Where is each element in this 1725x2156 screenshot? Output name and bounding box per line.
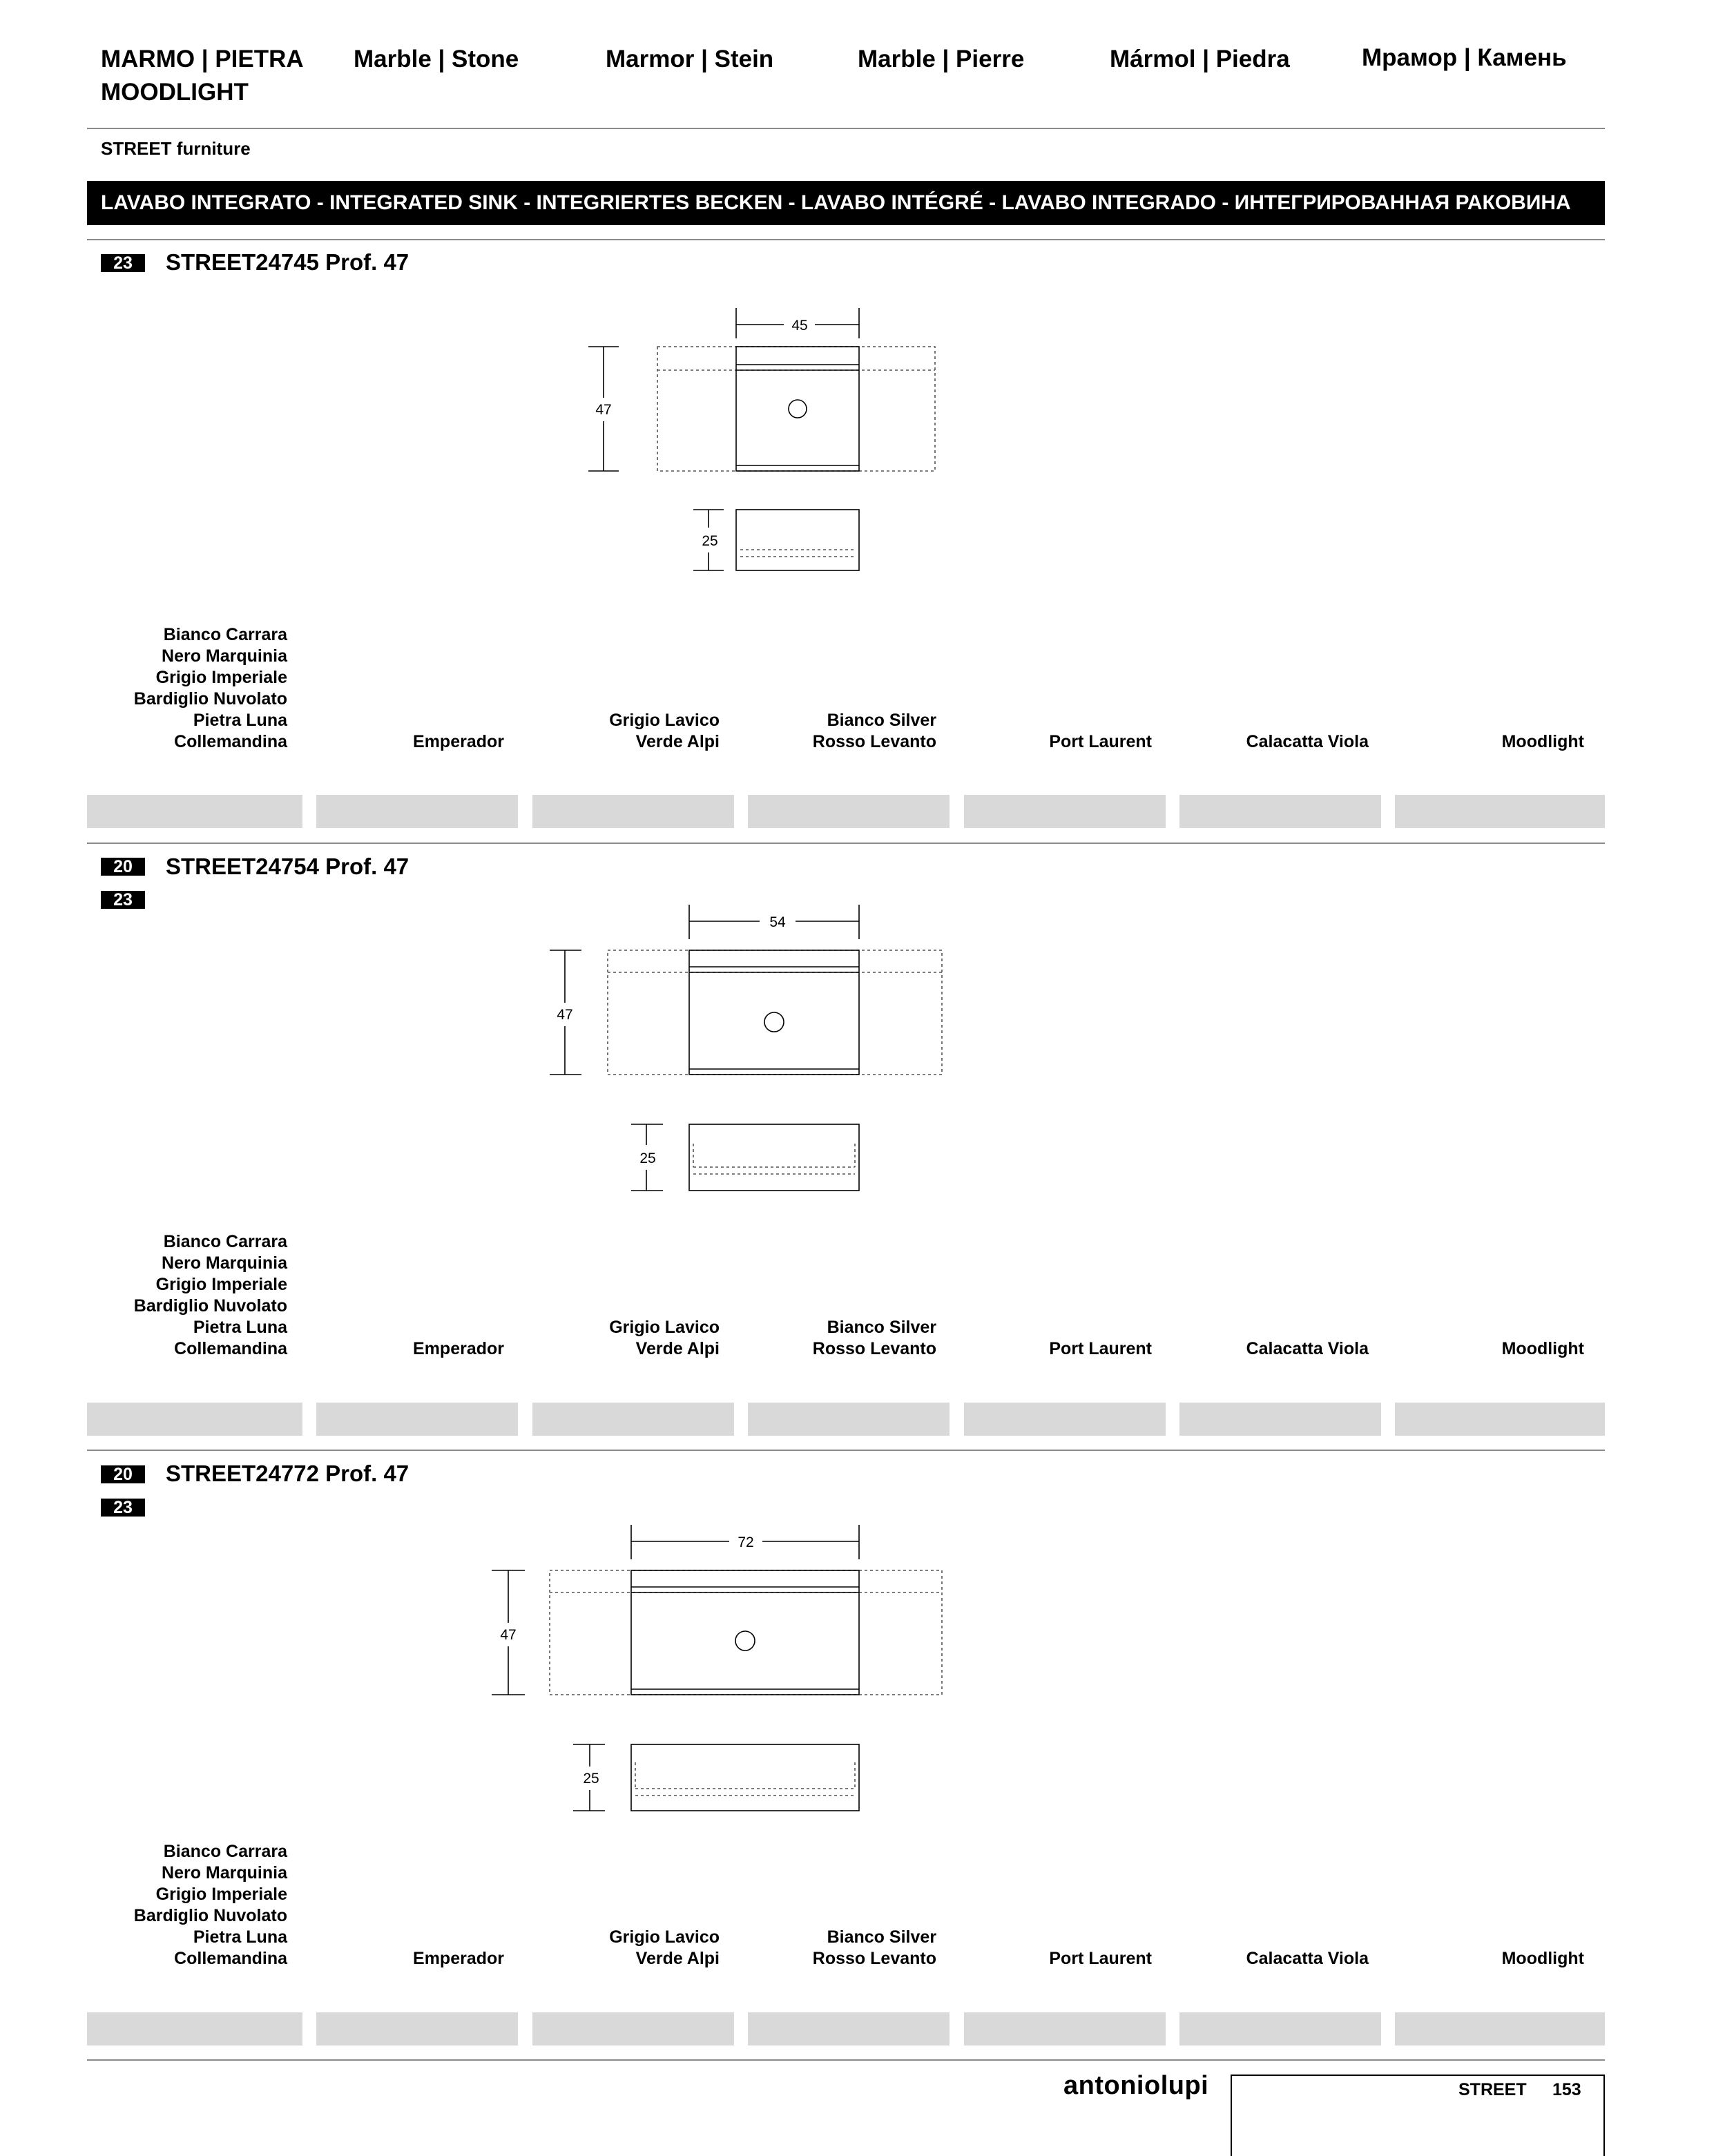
material-group-7: Moodlight: [1501, 1949, 1584, 1968]
material-group-6: Calacatta Viola: [1246, 1949, 1369, 1968]
header-german: Marmor | Stein: [606, 46, 774, 73]
material-group-4: Bianco Silver Rosso Levanto: [812, 711, 936, 751]
material-group-6: Calacatta Viola: [1246, 1339, 1369, 1358]
material-group-3: Grigio Lavico Verde Alpi: [609, 1927, 720, 1968]
header-russian: Мрамор | Камень: [1362, 44, 1567, 71]
price-cell: [964, 2012, 1166, 2046]
dim-depth-label: 47: [557, 1007, 573, 1023]
material-group-4: Bianco Silver Rosso Levanto: [812, 1318, 936, 1358]
product-badge: 23: [101, 891, 145, 909]
material-group-5: Port Laurent: [1049, 1339, 1152, 1358]
product-badge: 20: [101, 1465, 145, 1483]
footer-box: [1231, 2075, 1605, 2156]
divider: [87, 2059, 1605, 2061]
price-cell: [748, 2012, 950, 2046]
subcategory-label: STREET furniture: [101, 138, 251, 159]
dim-width-label: 54: [769, 914, 786, 930]
material-group-3: Grigio Lavico Verde Alpi: [609, 1318, 720, 1358]
material-group-3: Grigio Lavico Verde Alpi: [609, 711, 720, 751]
material-group-7: Moodlight: [1501, 732, 1584, 751]
header-italian: MARMO | PIETRA MOODLIGHT: [101, 46, 304, 106]
material-group-1: Bianco Carrara Nero Marquinia Grigio Imperiale Bardiglio Nuvolato Pietra Luna Collemandina: [133, 1842, 287, 1968]
material-group-2: Emperador: [413, 732, 504, 751]
material-group-1: Bianco Carrara Nero Marquinia Grigio Imperiale Bardiglio Nuvolato Pietra Luna Collemandina: [133, 1232, 287, 1358]
dim-width-label: 72: [738, 1534, 754, 1550]
header-english: Marble | Stone: [354, 46, 519, 73]
material-group-2: Emperador: [413, 1949, 504, 1968]
material-group-1: Bianco Carrara Nero Marquinia Grigio Imperiale Bardiglio Nuvolato Pietra Luna Collemandina: [133, 625, 287, 751]
dim-depth-label: 47: [595, 402, 612, 418]
page-number: 153: [1552, 2080, 1581, 2099]
product-badge: 23: [101, 1499, 145, 1517]
price-cell: [87, 2012, 302, 2046]
brand-logo: antoniolupi: [1063, 2071, 1209, 2100]
dim-height-label: 25: [639, 1151, 656, 1166]
header-spanish: Mármol | Piedra: [1110, 46, 1290, 73]
price-cell: [316, 2012, 518, 2046]
section-banner: LAVABO INTEGRATO - INTEGRATED SINK - INTEGRIERTES BECKEN - LAVABO INTÉGRÉ - LAVABO INTEGRADO - ИНТЕГРИРОВАННАЯ РАКОВИНА: [87, 181, 1605, 225]
product-badge: 20: [101, 858, 145, 876]
product-badge: 23: [101, 254, 145, 272]
material-group-4: Bianco Silver Rosso Levanto: [812, 1927, 936, 1968]
header-french: Marble | Pierre: [858, 46, 1025, 73]
price-cell: [1395, 2012, 1605, 2046]
dim-width-label: 45: [791, 318, 808, 334]
material-group-6: Calacatta Viola: [1246, 732, 1369, 751]
price-cell: [1179, 2012, 1381, 2046]
product-title: STREET24754 Prof. 47: [166, 854, 409, 879]
dim-height-label: 25: [702, 533, 718, 549]
product-title: STREET24745 Prof. 47: [166, 249, 409, 275]
dim-height-label: 25: [583, 1771, 599, 1787]
price-cell: [532, 2012, 734, 2046]
material-group-5: Port Laurent: [1049, 732, 1152, 751]
material-group-5: Port Laurent: [1049, 1949, 1152, 1968]
product-title: STREET24772 Prof. 47: [166, 1461, 409, 1486]
footer-section: STREET: [1458, 2080, 1527, 2099]
material-group-2: Emperador: [413, 1339, 504, 1358]
dim-depth-label: 47: [500, 1627, 517, 1643]
material-group-7: Moodlight: [1501, 1339, 1584, 1358]
